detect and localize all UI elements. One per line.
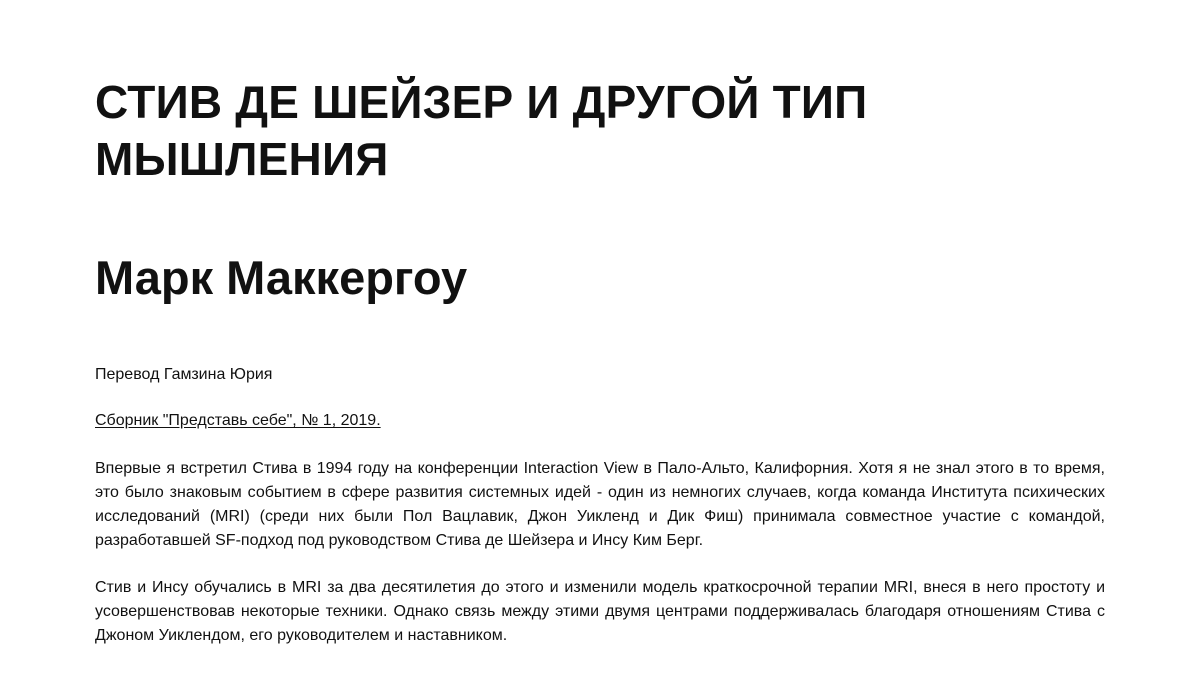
paragraph: Стив и Инсу обучались в MRI за два десятилетия до этого и изменили модель краткосрочной терапии MRI, внеся в него простоту и усовершенствовав некоторые техники. Однако связь между этими двумя центрами поддерживалась благодаря отношениям Стива с Джоном Уиклендом, его руководителем и наставником.	[95, 579, 1105, 644]
paragraph: Впервые я встретил Стива в 1994 году на конференции Interaction View в Пало-Альто, Калифорния. Хотя я не знал этого в то время, это было знаковым событием в сфере развития системных идей - один из немногих случаев, когда команда Института психических исследований (MRI) (среди них были Пол Вацлавик, Джон Уикленд и Дик Фиш) принимала совместное участие с командой, разработавшей SF-подход под руководством Стива де Шейзера и Инсу Ким Берг.	[95, 460, 1105, 549]
article-author: Марк Маккергоу	[95, 251, 468, 304]
article-title: СТИВ ДЕ ШЕЙЗЕР И ДРУГОЙ ТИП МЫШЛЕНИЯ	[95, 76, 868, 185]
source-link[interactable]: Сборник "Представь себе", № 1, 2019.	[95, 412, 381, 429]
translator-credit: Перевод Гамзина Юрия	[95, 366, 273, 383]
